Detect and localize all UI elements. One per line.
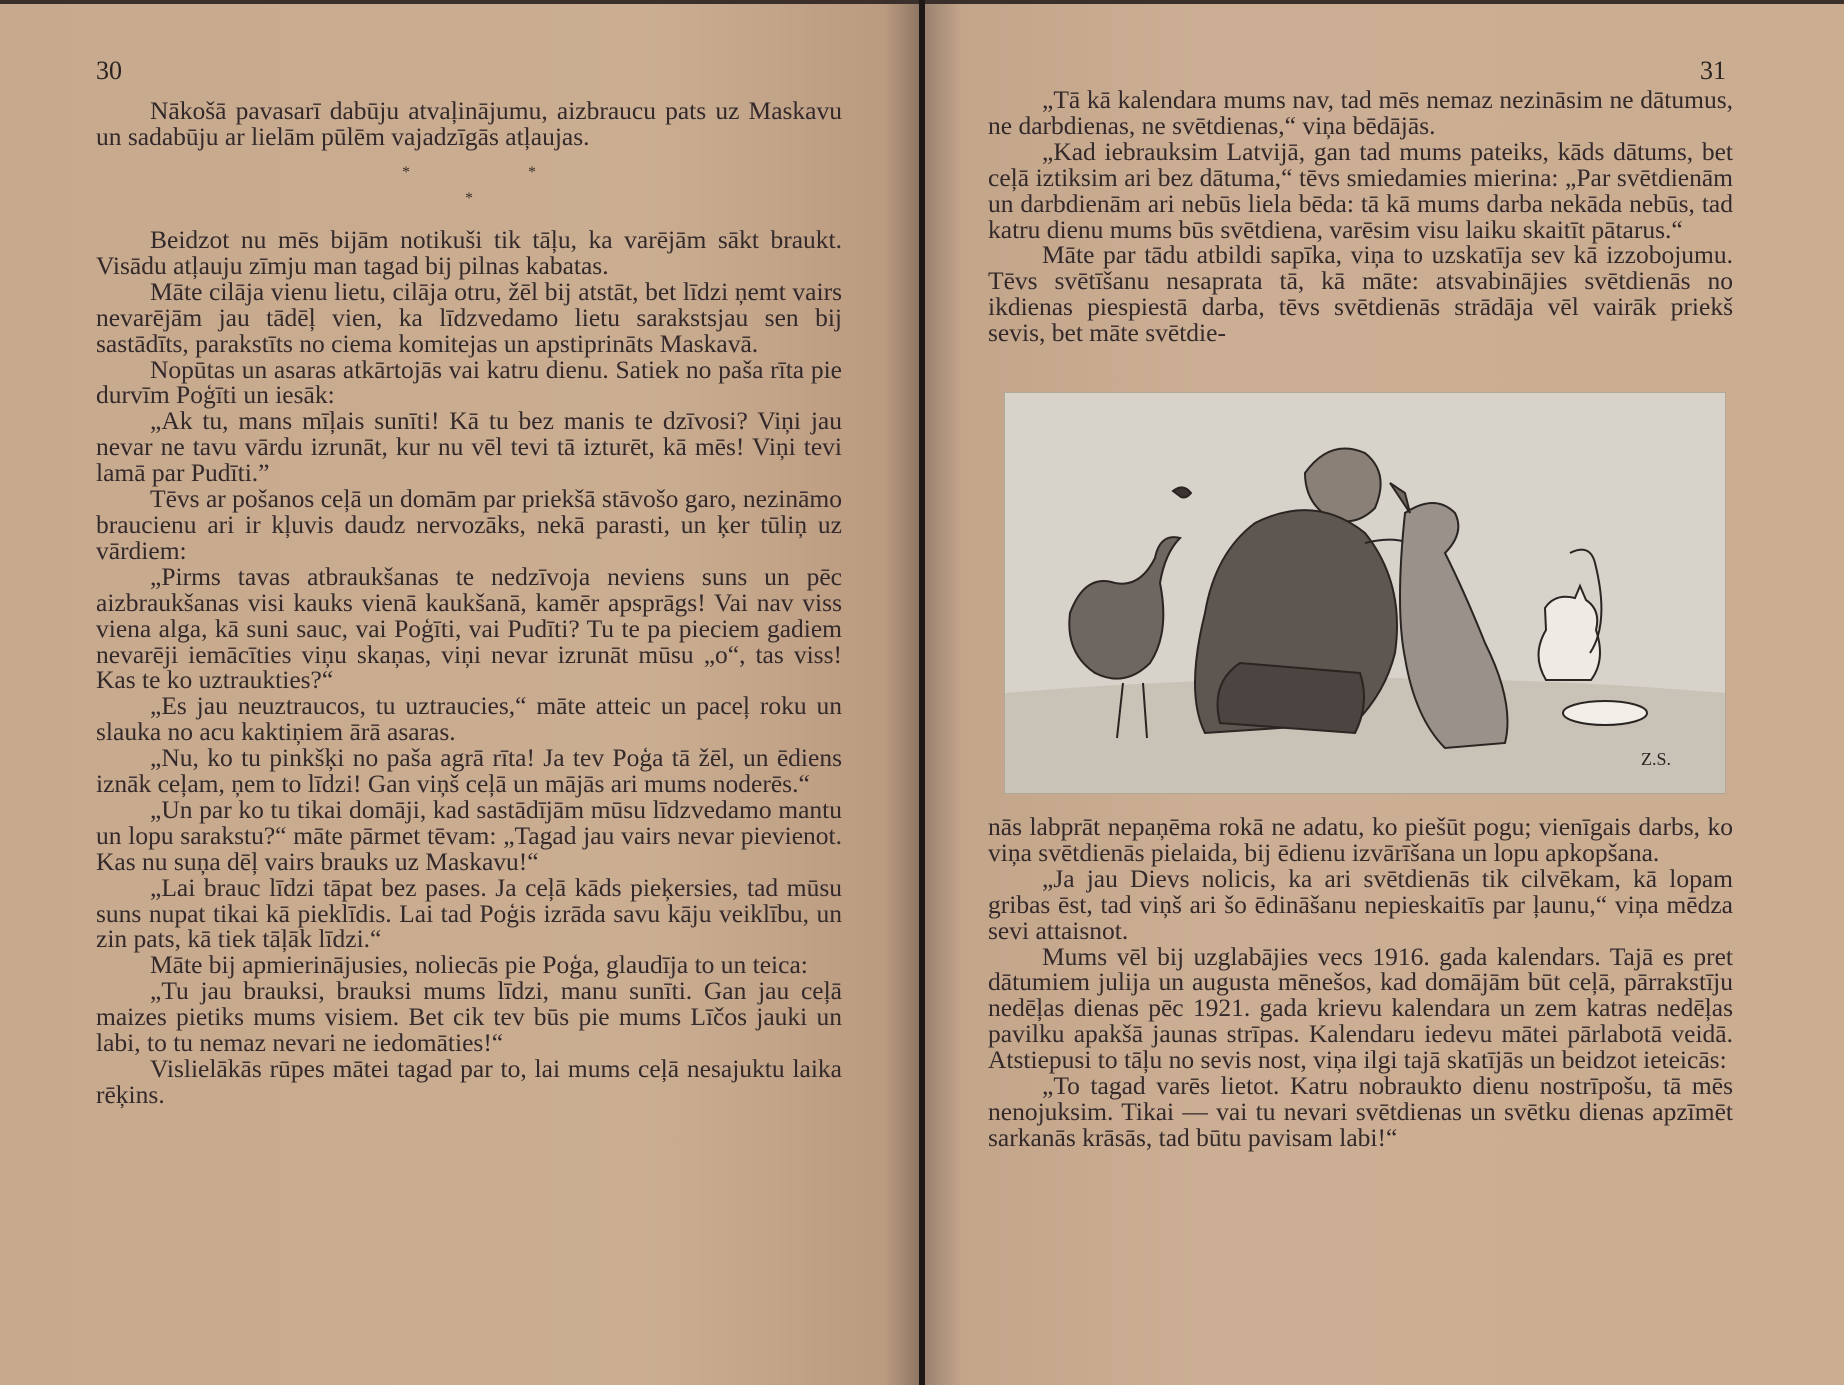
paragraph: „Tu jau brauksi, brauksi mums līdzi, manu sunīti. Gan jau ceļā maizes pietiks mums visiem. Bet cik tev būs pie mums Līčos jauki un labi, to tu nemaz nevari ne iedomāties!“ xyxy=(96,976,842,1058)
section-break xyxy=(96,164,842,212)
asterisk: * xyxy=(402,164,410,181)
paragraph: „Pirms tavas atbraukšanas te nedzīvoja neviens suns un pēc aizbraukšanas visi kauks vienā kaukšanā, kamēr apsprāgs! Vai nav viss viena alga, kā suni sauc, vai Poģīti, vai Pudīti? Tu te pa pieciem gadiem nevarēji iemācīties viņu skaņas, viņi nevar izrunāt mūsu „o“, tas viss! Kas te ko uztraukties?“ xyxy=(96,561,842,695)
paragraph: Māte cilāja vienu lietu, cilāja otru, žēl bij atstāt, bet līdzi ņemt vairs nevarējām jau tādēļ vien, ka līdzvedamo lietu sarakstsjau sen bij sastādīts, parakstīts no ciema komitejas un apstiprināts Maskavā. xyxy=(96,276,842,358)
page-number: 31 xyxy=(1700,56,1726,85)
paragraph: „Tā kā kalendara mums nav, tad mēs nemaz nezināsim ne dātumus, ne darbdienas, ne svētdienas,“ viņa bēdājās. xyxy=(988,85,1733,140)
paragraph: „Ak tu, mans mīļais sunīti! Kā tu bez manis te dzīvosi? Viņi jau nevar ne tavu vārdu izrunāt, kur nu vēl tevi tā izturēt, kā mēs! Viņi tevi lamā par Pudīti.” xyxy=(96,406,842,488)
text-block-main xyxy=(96,227,842,1108)
paragraph: Nākošā pavasarī dabūju atvaļinājumu, aizbraucu pats uz Maskavu un sadabūju ar lielām pūlēm vajadzīgās atļaujas. xyxy=(96,96,842,151)
asterisk: * xyxy=(465,190,473,207)
paragraph: „Lai brauc līdzi tāpat bez pases. Ja ceļā kāds pieķersies, tad mūsu suns nupat tikai kā pieklīdis. Lai tad Poģis izrāda savu kāju veiklību, un zin pats, kā tiek tāļāk līdzi.“ xyxy=(96,872,842,954)
paragraph: „Kad iebrauksim Latvijā, gan tad mums pateiks, kāds dātums, bet ceļā iztiksim ari bez dātuma,“ tēvs smiedamies mierina: „Par svētdienām un darbdienām ari nebūs liela bēda: tā kā mums darba nekāda nebūs, tad katru dienu mums būs svētdiena, varēsim visu laiku skaitīt pātarus.“ xyxy=(988,136,1733,244)
paragraph: Nopūtas un asaras atkārtojās vai katru dienu. Satiek no paša rīta pie durvīm Poģīti un iesāk: xyxy=(96,354,842,410)
paragraph: Tēvs ar pošanos ceļā un domām par priekšā stāvošo garo, nezināmo braucienu ari ir kļuvis daudz nervozāks, nekā parasti, un ķer tūliņ uz vārdiem: xyxy=(96,484,842,565)
paragraph: Beidzot nu mēs bijām notikuši tik tāļu, ka varējām sākt braukt. Visādu atļauju zīmju man tagad bij pilnas kabatas. xyxy=(96,225,842,280)
asterisk: * xyxy=(528,164,536,181)
paragraph: Māte bij apmierinājusies, noliecās pie Poģa, glaudīja to un teica: xyxy=(150,950,808,980)
paragraph: Vislielākās rūpes mātei tagad par to, lai mums ceļā nesajuktu laika rēķins. xyxy=(96,1054,842,1109)
paragraph: „To tagad varēs lietot. Katru nobraukto dienu nostrīpošu, tā mēs nenojuksim. Tikai — vai tu nevari svētdienas un svētku dienas apzīmēt sarkanās krāsās, tad būtu pavisam labi!“ xyxy=(988,1071,1733,1152)
illustration-woman-dog-rooster-cat-icon xyxy=(1005,393,1725,793)
page-number: 30 xyxy=(96,56,122,85)
paragraph: Mums vēl bij uzglabājies vecs 1916. gada kalendars. Tajā es pret dātumiem julija un augusta mēnešos, kad domājām būt ceļā, pārrakstīju nedēļas dienas pēc 1921. gada krievu kalendara un zem katras nedēļas pavilku apakšā jaunas strīpas. Kalendaru iedevu mātei pārlabotā veidā. Atstiepusi to tāļu no sevis nost, viņa ilgi tajā skatījās un beidzot ieteicās: xyxy=(988,941,1733,1075)
illustrator-signature: Z.S. xyxy=(1641,749,1672,769)
paragraph: „Nu, ko tu pinkšķi no paša agrā rīta! Ja tev Poģa tā žēl, un ēdiens iznāk ceļam, ņem to līdzi! Gan viņš ceļā un mājās ari mums noderēs.“ xyxy=(96,743,842,799)
text-block-intro xyxy=(96,98,842,150)
paragraph: Māte par tādu atbildi sapīka, viņa to uzskatīja sev kā izzobojumu. Tēvs svētīšanu nesaprata tā, kā māte: atsvabinājies svētdienās no ikdienas piespiestā darba, tēvs svētdienās strādāja vēl vairāk priekš sevis, bet māte svētdie- xyxy=(988,240,1733,348)
paragraph: „Es jau neuztraucos, tu uztraucies,“ māte atteic un paceļ roku un slauka no acu kaktiņiem ārā asaras. xyxy=(96,691,842,747)
text-block-top xyxy=(988,87,1733,346)
bowl-figure xyxy=(1563,701,1647,725)
left-page xyxy=(0,0,921,1385)
paragraph: „Un par ko tu tikai domāji, kad sastādījām mūsu līdzvedamo mantu un lopu sarakstu?“ māte pārmet tēvam: „Tagad jau vairs nevar pievienot. Kas nu suņa dēļ vairs brauks uz Maskavu!“ xyxy=(96,794,842,876)
paragraph: „Ja jau Dievs nolicis, ka ari svētdienās tik cilvēkam, kā lopam gribas ēst, tad viņš ari šo ēdināšanu nepieskaitīs par ļaunu,“ viņa mēdza sevi attaisnot. xyxy=(988,863,1733,945)
illustration xyxy=(1004,392,1726,794)
right-page xyxy=(925,0,1844,1385)
paragraph: nās labprāt nepaņēma rokā ne adatu, ko piešūt pogu; vienīgais darbs, ko viņa svētdienās pielaida, bij ēdienu izvārīšana un lopu apkopšana. xyxy=(988,812,1733,867)
text-block-bottom xyxy=(988,814,1733,1151)
